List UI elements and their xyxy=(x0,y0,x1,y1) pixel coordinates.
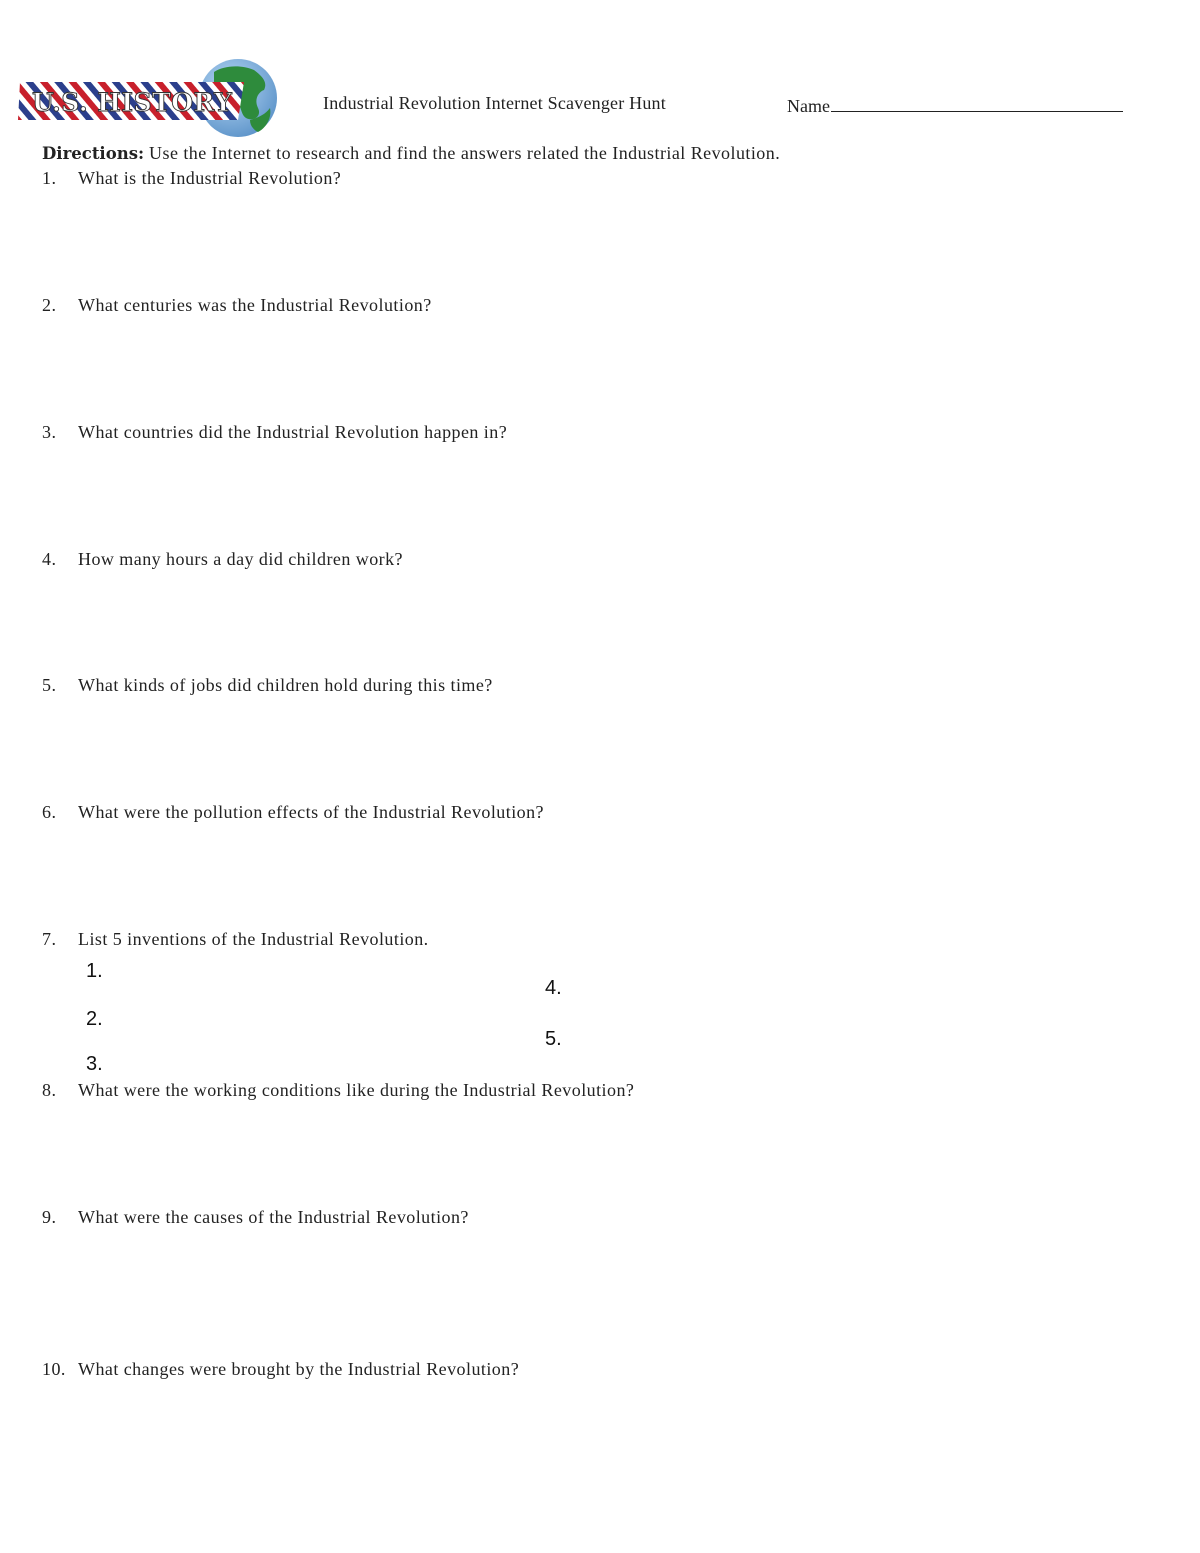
logo-text: U.S. HISTORY xyxy=(32,88,233,117)
us-history-logo xyxy=(18,56,280,140)
question-7: 7. List 5 inventions of the Industrial Revolution. xyxy=(42,929,429,949)
invention-item-1: 1. xyxy=(86,960,103,982)
directions-text: Use the Internet to research and find the answers related the Industrial Revolution. xyxy=(144,143,781,163)
question-2: 2. What centuries was the Industrial Revolution? xyxy=(42,295,432,315)
question-6: 6. What were the pollution effects of the Industrial Revolution? xyxy=(42,802,544,822)
question-9: 9. What were the causes of the Industrial Revolution? xyxy=(42,1207,469,1227)
question-3: 3. What countries did the Industrial Revolution happen in? xyxy=(42,422,508,442)
invention-item-3: 3. xyxy=(86,1053,103,1075)
question-8: 8. What were the working conditions like during the Industrial Revolution? xyxy=(42,1080,635,1100)
name-field xyxy=(787,93,1123,117)
question-4: 4. How many hours a day did children work? xyxy=(42,549,403,569)
invention-item-2: 2. xyxy=(86,1008,103,1030)
name-label: Name xyxy=(787,96,830,116)
invention-item-4: 4. xyxy=(545,977,562,999)
directions xyxy=(42,143,780,164)
invention-item-5: 5. xyxy=(545,1028,562,1050)
name-blank-line xyxy=(831,93,1123,112)
question-5: 5. What kinds of jobs did children hold during this time? xyxy=(42,675,493,695)
question-10: 10. What changes were brought by the Industrial Revolution? xyxy=(42,1359,520,1379)
directions-label: Directions: xyxy=(42,144,145,163)
worksheet-title: Industrial Revolution Internet Scavenger Hunt xyxy=(323,93,666,113)
question-1: 1. What is the Industrial Revolution? xyxy=(42,168,342,188)
